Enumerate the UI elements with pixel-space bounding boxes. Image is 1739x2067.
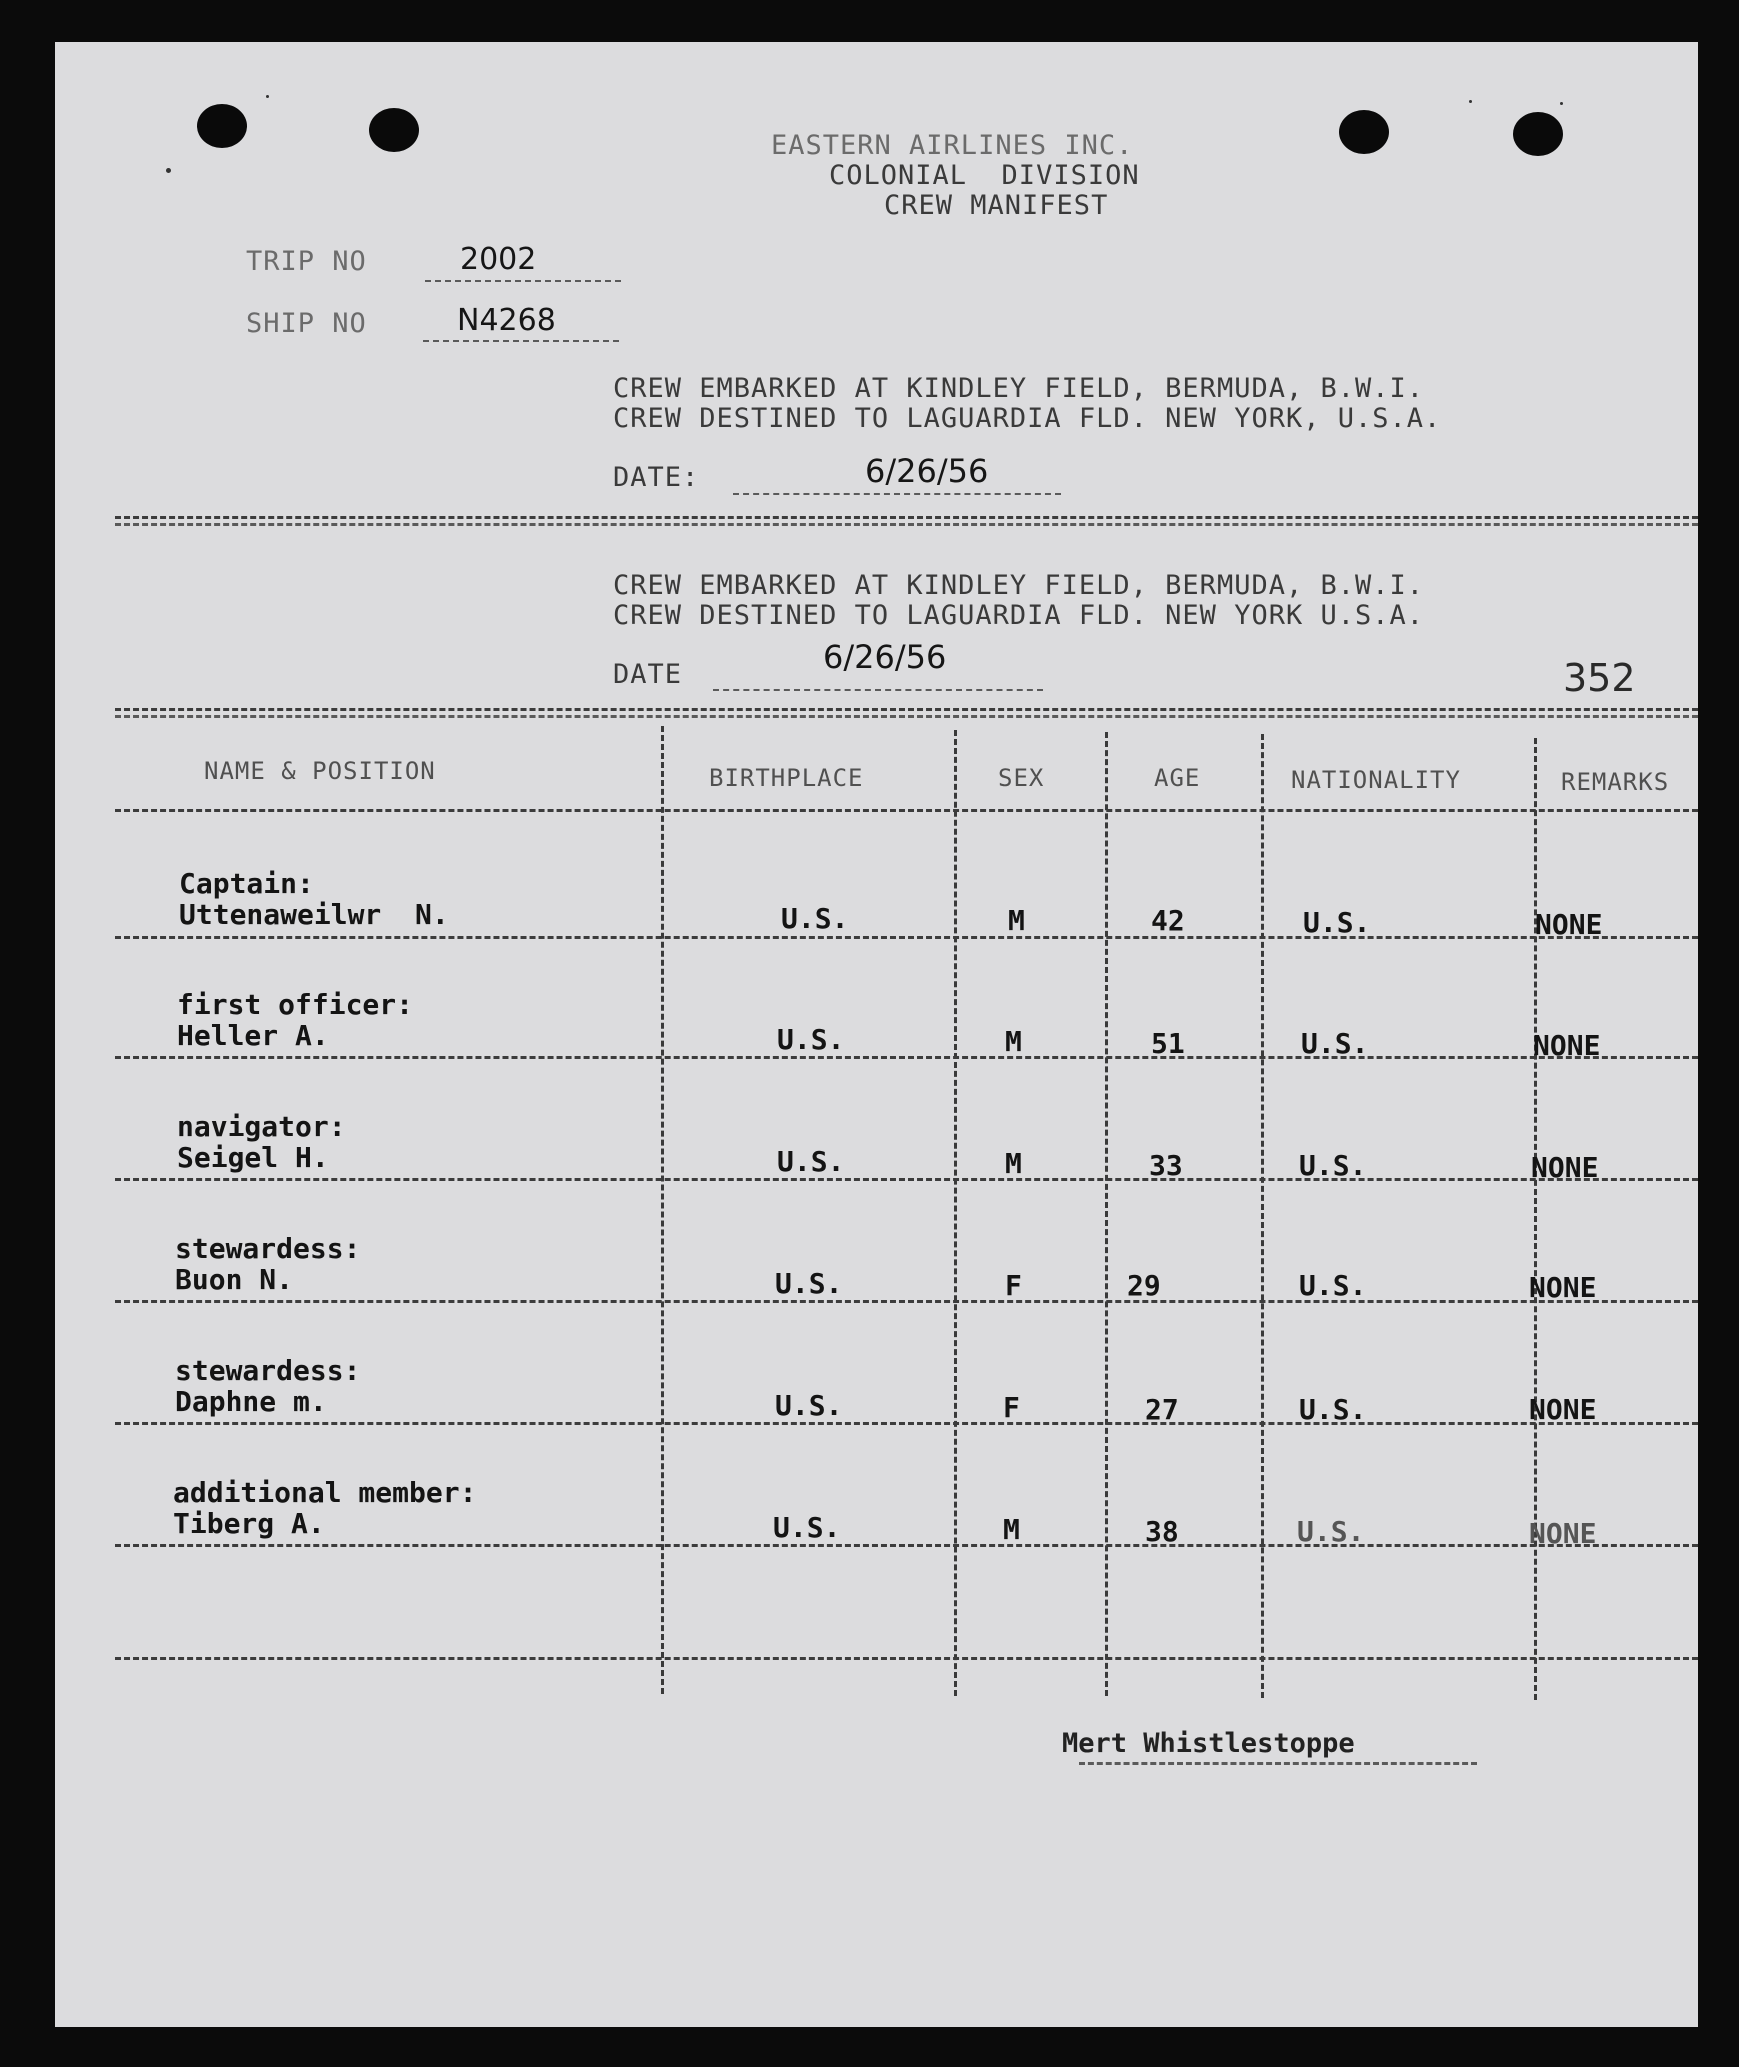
col-header-remarks: REMARKS <box>1561 768 1670 796</box>
col-divider <box>954 730 957 1696</box>
crew-name: Seigel H. <box>177 1141 329 1174</box>
form-title: CREW MANIFEST <box>884 190 1109 221</box>
crew-birthplace: U.S. <box>777 1023 845 1056</box>
date-value-2: 6/26/56 <box>823 638 947 676</box>
signature-underline <box>1079 1762 1477 1765</box>
row-rule <box>115 1422 1698 1425</box>
date-label-1: DATE: <box>613 462 700 493</box>
punch-hole <box>369 108 419 152</box>
embarked-line-2: CREW EMBARKED AT KINDLEY FIELD, BERMUDA, B.W.I. <box>613 570 1425 601</box>
col-divider <box>1534 738 1537 1700</box>
crew-position: navigator: <box>177 1110 346 1143</box>
crew-position: stewardess: <box>175 1232 361 1265</box>
crew-name: Buon N. <box>175 1263 294 1296</box>
speck <box>1469 100 1472 103</box>
date-value-1: 6/26/56 <box>865 452 989 490</box>
crew-birthplace: U.S. <box>775 1267 843 1300</box>
col-divider <box>661 726 664 1694</box>
ship-number: N4268 <box>457 303 556 338</box>
date-underline-2 <box>713 689 1043 691</box>
crew-sex: M <box>1005 1147 1022 1180</box>
crew-position: stewardess: <box>175 1354 361 1387</box>
crew-birthplace: U.S. <box>777 1145 845 1178</box>
destined-line-2: CREW DESTINED TO LAGUARDIA FLD. NEW YORK U.S.A. <box>613 600 1425 631</box>
crew-sex: F <box>1003 1391 1020 1424</box>
embarked-line-1: CREW EMBARKED AT KINDLEY FIELD, BERMUDA, B.W.I. <box>613 373 1425 404</box>
crew-birthplace: U.S. <box>773 1511 841 1544</box>
date-underline-1 <box>733 493 1061 495</box>
crew-remarks: NONE <box>1535 908 1603 941</box>
crew-name: Heller A. <box>177 1019 329 1052</box>
col-divider <box>1105 732 1108 1696</box>
trip-label: TRIP NO <box>246 246 367 277</box>
speck <box>1560 102 1563 105</box>
crew-nationality: U.S. <box>1299 1269 1367 1302</box>
col-header-sex: SEX <box>998 764 1045 792</box>
manifest-sheet <box>55 42 1698 2027</box>
crew-age: 38 <box>1145 1515 1179 1548</box>
crew-nationality: U.S. <box>1299 1149 1367 1182</box>
punch-hole <box>197 104 247 148</box>
row-rule <box>115 1056 1698 1059</box>
col-header-birthplace: BIRTHPLACE <box>709 764 864 792</box>
crew-position: additional member: <box>173 1476 477 1509</box>
speck <box>166 168 171 173</box>
crew-age: 42 <box>1151 904 1185 937</box>
crew-name: Daphne m. <box>175 1385 327 1418</box>
destined-line-1: CREW DESTINED TO LAGUARDIA FLD. NEW YORK, U.S.A. <box>613 403 1442 434</box>
crew-sex: M <box>1003 1513 1020 1546</box>
date-label-2: DATE <box>613 659 683 690</box>
row-rule <box>115 1178 1698 1181</box>
division-name: COLONIAL DIVISION <box>829 160 1140 191</box>
punch-hole <box>1513 112 1563 156</box>
crew-nationality: U.S. <box>1297 1515 1365 1548</box>
crew-age: 51 <box>1151 1027 1185 1060</box>
crew-sex: M <box>1008 904 1025 937</box>
crew-name: Uttenaweilwr N. <box>179 898 449 931</box>
crew-age: 33 <box>1149 1149 1183 1182</box>
trip-underline <box>425 280 621 282</box>
col-divider <box>1261 734 1264 1698</box>
crew-position: Captain: <box>179 867 314 900</box>
col-header-age: AGE <box>1154 764 1201 792</box>
crew-sex: M <box>1005 1025 1022 1058</box>
table-bottom-rule <box>115 1657 1698 1660</box>
crew-remarks: NONE <box>1533 1029 1601 1062</box>
crew-remarks: NONE <box>1529 1517 1597 1550</box>
punch-hole <box>1339 110 1389 154</box>
col-header-name: NAME & POSITION <box>204 757 436 785</box>
crew-name: Tiberg A. <box>173 1507 325 1540</box>
row-rule <box>115 1300 1698 1303</box>
crew-remarks: NONE <box>1529 1271 1597 1304</box>
table-top-rule <box>115 708 1698 718</box>
crew-nationality: U.S. <box>1299 1393 1367 1426</box>
crew-age: 27 <box>1145 1393 1179 1426</box>
trip-number: 2002 <box>460 242 537 277</box>
signature: Mert Whistlestoppe <box>1062 1728 1355 1759</box>
crew-nationality: U.S. <box>1303 906 1371 939</box>
ship-label: SHIP NO <box>246 308 367 339</box>
ship-underline <box>423 340 619 342</box>
crew-position: first officer: <box>177 988 414 1021</box>
company-name: EASTERN AIRLINES INC. <box>771 130 1134 161</box>
crew-remarks: NONE <box>1531 1151 1599 1184</box>
crew-sex: F <box>1005 1269 1022 1302</box>
row-rule <box>115 936 1698 939</box>
col-header-nationality: NATIONALITY <box>1291 766 1461 794</box>
page-number: 352 <box>1563 656 1636 700</box>
crew-remarks: NONE <box>1529 1393 1597 1426</box>
speck <box>266 95 269 98</box>
crew-birthplace: U.S. <box>775 1389 843 1422</box>
crew-nationality: U.S. <box>1301 1027 1369 1060</box>
row-rule <box>115 1544 1698 1547</box>
header-rule <box>115 809 1698 812</box>
crew-age: 29 <box>1127 1269 1161 1302</box>
crew-birthplace: U.S. <box>781 902 849 935</box>
section-divider <box>115 516 1698 526</box>
